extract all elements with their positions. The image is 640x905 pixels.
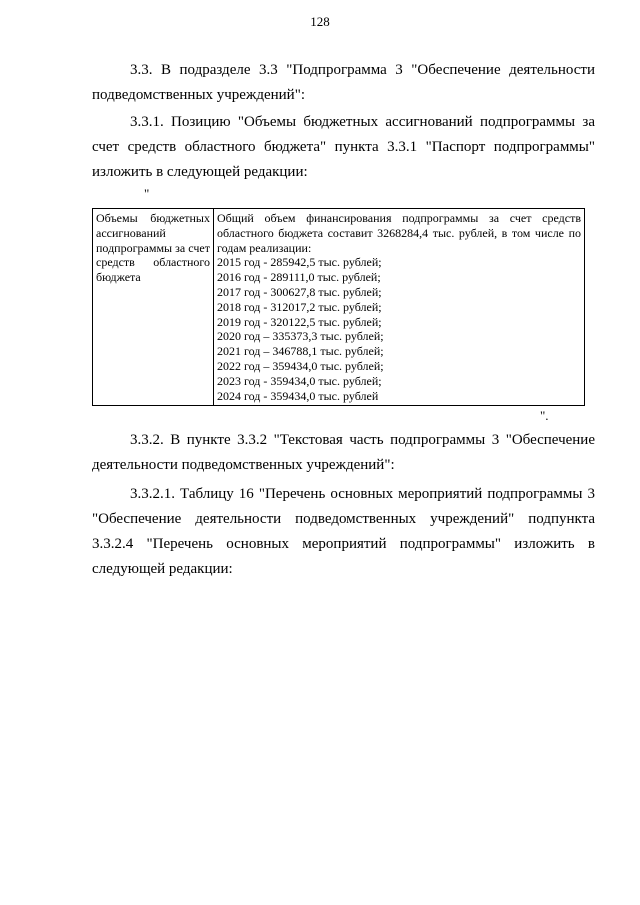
paragraph-3-3-1: 3.3.1. Позицию "Объемы бюджетных ассигнований подпрограммы за счет средств областного бюджета" пункта 3.3.1 "Паспорт подпрограммы" изложить в следующей редакции: [92, 114, 595, 180]
paragraph-3-3-2-1: 3.3.2.1. Таблицу 16 "Перечень основных мероприятий подпрограммы 3 "Обеспечение деятельности подведомственных учреждений" подпункта 3.3.2.4 "Перечень основных мероприятий подпрограммы" изложить в следующей редакции: [92, 486, 595, 577]
closing-quote: ". [540, 408, 549, 423]
table-intro-text: Общий объем финансирования подпрограммы за счет средств областного бюджета составит 3268284,4 тыс. рублей, в том числе по годам реализации: [217, 211, 581, 255]
year-line: 2024 год - 359434,0 тыс. рублей [217, 388, 379, 403]
table-label-cell: Объемы бюджетных ассигнований подпрограммы за счет средств областного бюджета [93, 209, 214, 406]
budget-table [92, 208, 585, 406]
year-line: 2016 год - 289111,0 тыс. рублей; [217, 270, 381, 285]
opening-quote: " [144, 186, 150, 201]
table-row [93, 209, 585, 406]
page-number: 128 [310, 14, 330, 29]
year-line: 2015 год - 285942,5 тыс. рублей; [217, 255, 382, 270]
year-line: 2022 год – 359434,0 тыс. рублей; [217, 358, 384, 373]
year-line: 2018 год - 312017,2 тыс. рублей; [217, 299, 382, 314]
year-line: 2021 год – 346788,1 тыс. рублей; [217, 344, 384, 359]
year-line: 2023 год - 359434,0 тыс. рублей; [217, 373, 382, 388]
paragraph-3-3-2: 3.3.2. В пункте 3.3.2 "Текстовая часть подпрограммы 3 "Обеспечение деятельности подведомственных учреждений": [92, 432, 595, 473]
year-line: 2019 год - 320122,5 тыс. рублей; [217, 314, 382, 329]
table-value-cell [214, 209, 585, 406]
year-line: 2017 год - 300627,8 тыс. рублей; [217, 284, 382, 299]
year-line: 2020 год – 335373,3 тыс. рублей; [217, 329, 384, 344]
paragraph-3-3: 3.3. В подразделе 3.3 "Подпрограмма 3 "Обеспечение деятельности подведомственных учреждений": [92, 62, 595, 103]
